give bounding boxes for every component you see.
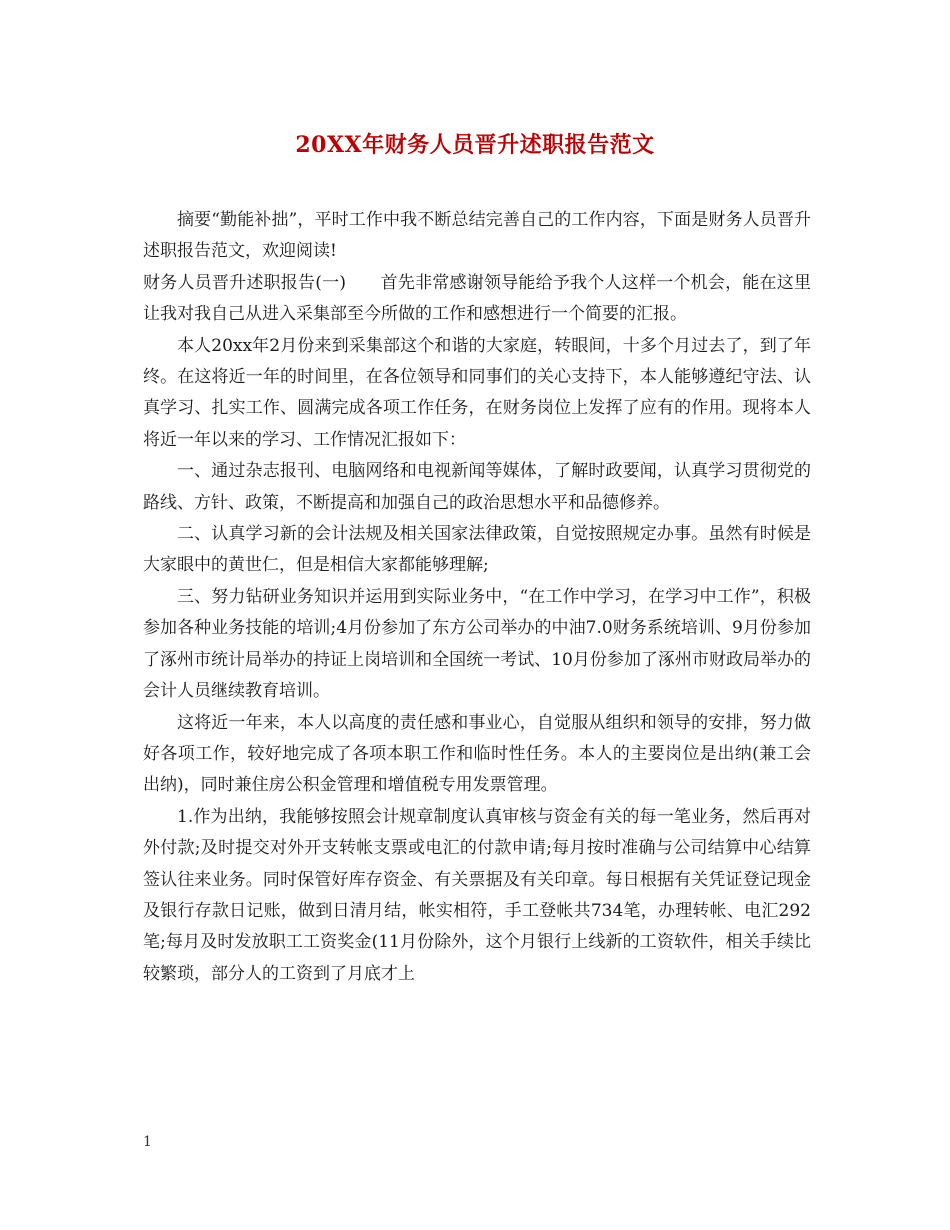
page-number: 1	[143, 1134, 152, 1150]
document-body	[143, 205, 811, 990]
paragraph-point-two: 二、认真学习新的会计法规及相关国家法律政策，自觉按照规定办事。虽然有时候是大家眼中的黄世仁，但是相信大家都能够理解;	[143, 524, 811, 576]
paragraph-report-heading: 财务人员晋升述职报告(一) 首先非常感谢领导能给予我个人这样一个机会，能在这里让我对我自己从进入采集部至今所做的工作和感想进行一个简要的汇报。	[143, 272, 811, 325]
paragraph-introduction: 本人20xx年2月份来到采集部这个和谐的大家庭，转眼间，十多个月过去了，到了年终。在这将近一年的时间里，在各位领导和同事们的关心支持下，本人能够遵纪守法、认真学习、扎实工作、圆满完成各项工作任务，在财务岗位上发挥了应有的作用。现将本人将近一年以来的学习、工作情况汇报如下：	[143, 335, 811, 450]
document-title: 20XX年财务人员晋升述职报告范文	[295, 132, 655, 158]
paragraph-summary: 这将近一年来，本人以高度的责任感和事业心，自觉服从组织和领导的安排，努力做好各项工作，较好地完成了各项本职工作和临时性任务。本人的主要岗位是出纳(兼工会出纳)，同时兼住房公积金管理和增值税专用发票管理。	[143, 712, 811, 796]
paragraph-abstract: 摘要“勤能补拙”，平时工作中我不断总结完善自己的工作内容，下面是财务人员晋升述职报告范文，欢迎阅读!	[143, 210, 811, 262]
paragraph-point-three: 三、努力钻研业务知识并运用到实际业务中，“在工作中学习，在学习中工作”，积极参加各种业务技能的培训;4月份参加了东方公司举办的中油7.0财务系统培训、9月份参加了涿州市统计局举办的持证上岗培训和全国统一考试、10月份参加了涿州市财政局举办的会计人员继续教育培训。	[143, 586, 811, 702]
paragraph-cashier-duties: 1.作为出纳，我能够按照会计规章制度认真审核与资金有关的每一笔业务，然后再对外付款;及时提交对外开支转帐支票或电汇的付款申请;每月按时准确与公司结算中心结算签认往来业务。同时保管好库存资金、有关票据及有关印章。每日根据有关凭证登记现金及银行存款日记账，做到日清月结，帐实相符，手工登帐共734笔，办理转帐、电汇292笔;每月及时发放职工工资奖金(11月份除外，这个月银行上线新的工资软件，相关手续比较繁琐，部分人的工资到了月底才上	[143, 806, 811, 984]
paragraph-point-one: 一、通过杂志报刊、电脑网络和电视新闻等媒体，了解时政要闻，认真学习贯彻党的路线、方针、政策，不断提高和加强自己的政治思想水平和品德修养。	[143, 461, 811, 513]
